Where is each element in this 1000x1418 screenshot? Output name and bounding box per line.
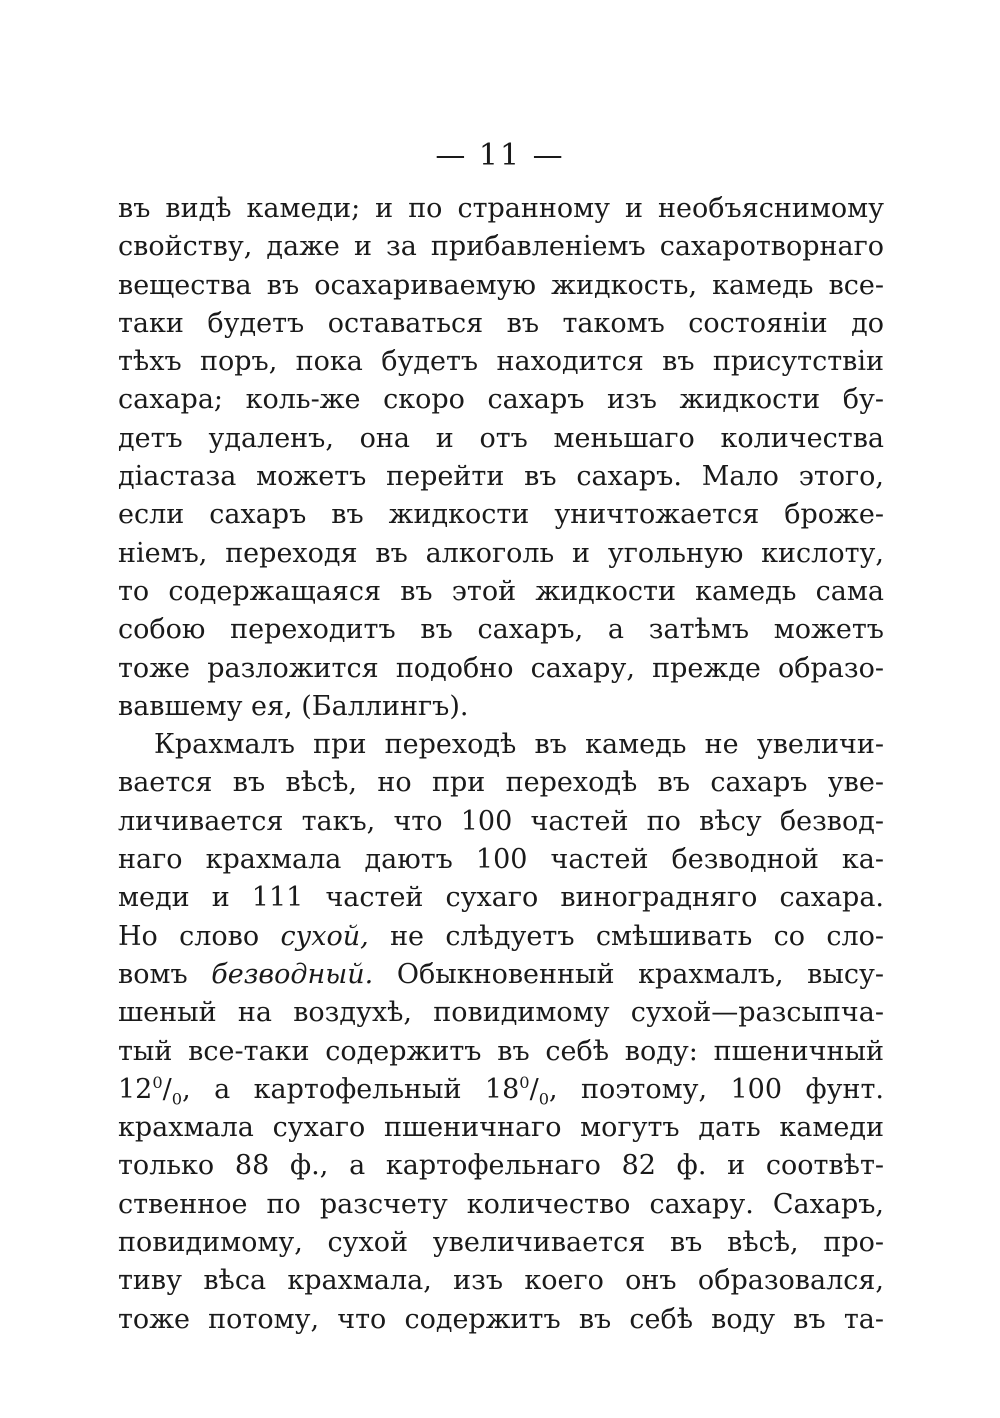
text-line: только 88 ф., а картофельнаго 82 ф. и соотвѣт- — [118, 1150, 884, 1182]
body-text — [118, 190, 884, 1339]
text-line: тый все-таки содержитъ въ себѣ воду: пшеничный — [118, 1035, 884, 1067]
percent-sup: 0 — [152, 1072, 163, 1092]
text-line: вещества въ осахариваемую жидкость, камедь все- — [118, 269, 884, 301]
text-line: сахара; коль-же скоро сахаръ изъ жидкости бу- — [118, 384, 884, 416]
text-line: Крахмалъ при переходѣ въ камедь не увеличи- — [154, 729, 884, 761]
percent-sub: 0 — [171, 1089, 183, 1109]
text-segment: Но слово — [118, 920, 260, 952]
italic-term: безводный. — [211, 958, 374, 990]
text-line: $12^0/_0$, а картофельный $18^0/_0$, поэтому, 100 фунт. — [118, 1072, 884, 1109]
text-line: діастаза можетъ перейти въ сахаръ. Мало этого, — [118, 461, 884, 493]
text-segment: 12 — [118, 1073, 153, 1105]
percent-sup: 0 — [519, 1072, 530, 1092]
text-line: меди и 111 частей сухаго виноградняго сахара. — [118, 882, 884, 914]
text-line: крахмала сухаго пшеничнаго могутъ дать камеди — [118, 1112, 884, 1144]
text-line: собою переходитъ въ сахаръ, а затѣмъ можетъ — [118, 614, 884, 646]
text-line: если сахаръ въ жидкости уничтожается броже- — [118, 499, 884, 531]
text-line: тиву вѣса крахмала, изъ коего онъ образовался, — [118, 1265, 884, 1297]
text-line: тоже разложится подобно сахару, прежде образо- — [118, 652, 884, 684]
text-line: въ видѣ камеди; и по странному и необъяснимому — [118, 193, 884, 224]
text-segment: вомъ — [118, 958, 188, 990]
text-line — [118, 918, 884, 956]
text-segment: , поэтому, 100 фунт. — [549, 1073, 884, 1105]
text-segment: Обыкновенный крахмалъ, высу- — [396, 958, 884, 990]
text-line: шеный на воздухѣ, повидимому сухой—разсыпча- — [118, 997, 884, 1029]
text-segment: не слѣдуетъ смѣшивать со сло- — [390, 920, 884, 952]
text-line: повидимому, сухой увеличивается въ вѣсѣ, про- — [118, 1227, 884, 1259]
percent-sub: 0 — [538, 1089, 550, 1109]
text-line: свойству, даже и за прибавленіемъ сахаротворнаго — [118, 231, 884, 263]
text-line — [118, 956, 884, 994]
text-line: ніемъ, переходя въ алкоголь и угольную кислоту, — [118, 537, 884, 569]
text-segment: , а картофельный 18 — [182, 1073, 520, 1105]
text-line: тоже потому, что содержитъ въ себѣ воду въ та- — [118, 1303, 884, 1335]
text-line: тѣхъ поръ, пока будетъ находится въ присутствіи — [118, 346, 884, 378]
italic-term: сухой, — [280, 920, 369, 952]
page-number: — 11 — — [435, 138, 565, 173]
text-line: детъ удаленъ, она и отъ меньшаго количества — [118, 422, 884, 454]
text-line: вавшему ея, (Баллингъ). — [118, 690, 469, 722]
text-line: таки будетъ оставаться въ такомъ состояніи до — [118, 307, 884, 339]
text-line: вается въ вѣсѣ, но при переходѣ въ сахаръ уве- — [118, 767, 884, 799]
text-line: наго крахмала даютъ 100 частей безводной ка- — [118, 844, 884, 876]
text-line: ственное по разсчету количество сахару. Сахаръ, — [118, 1188, 884, 1220]
text-line: личивается такъ, что 100 частей по вѣсу безвод- — [118, 805, 884, 837]
text-line: то содержащаяся въ этой жидкости камедь сама — [118, 575, 884, 607]
